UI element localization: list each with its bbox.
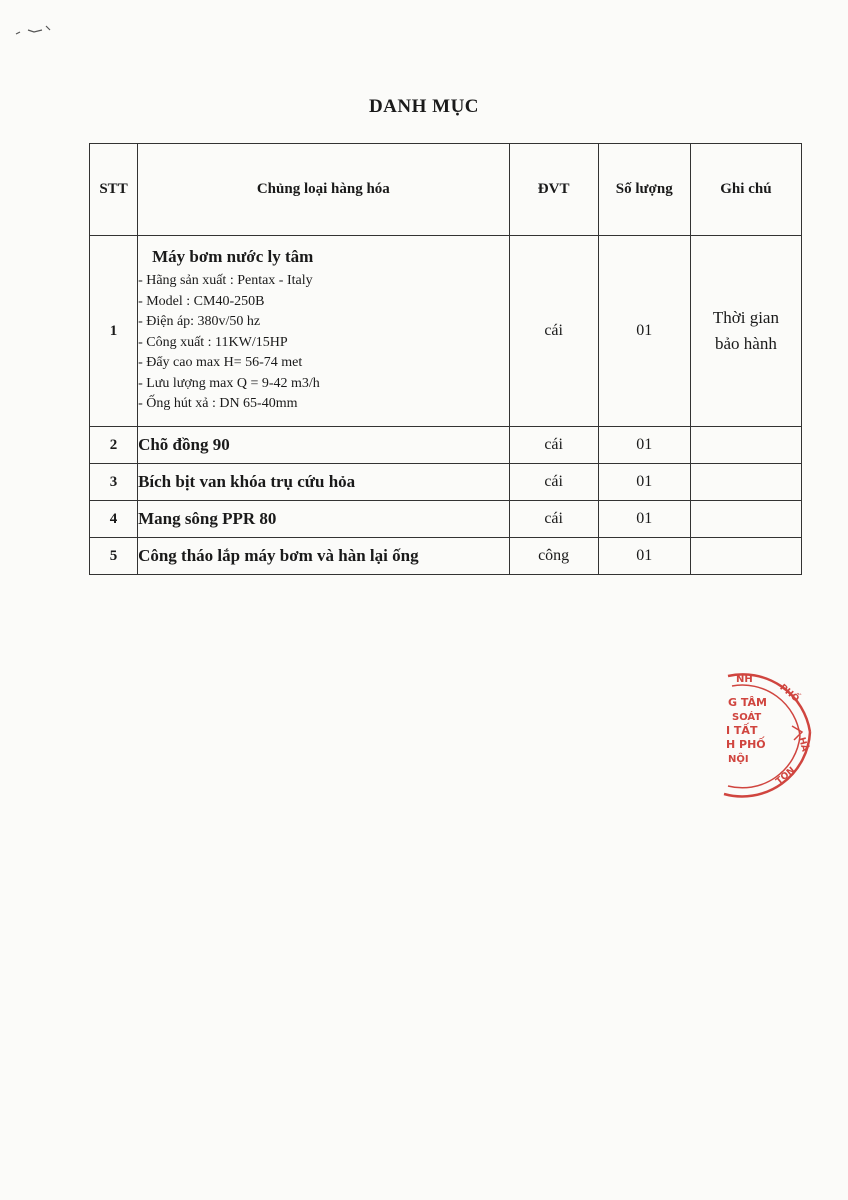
spec-line: - Công xuất : 11KW/15HP (138, 334, 288, 350)
corner-pen-mark (14, 18, 64, 42)
red-seal-stamp (722, 662, 814, 802)
table-row (90, 538, 802, 575)
row-quantity: 01 (598, 501, 690, 538)
document-title: DANH MỤC (368, 96, 480, 117)
table-row (90, 501, 802, 538)
spec-line: - Hãng sản xuất : Pentax - Italy (138, 273, 313, 289)
spec-line: - Model : CM40-250B (138, 293, 265, 309)
stamp-text: NỘI (728, 754, 749, 765)
stamp-text: TÔN (774, 765, 798, 787)
row-quantity: 01 (598, 427, 690, 464)
row-note (690, 427, 801, 464)
row-quantity: 01 (598, 464, 690, 501)
note-line: bảo hành (714, 334, 777, 353)
spec-line: - Đẩy cao max H= 56-74 met (138, 355, 303, 371)
row-stt: 5 (90, 538, 138, 575)
row-stt: 1 (90, 236, 138, 427)
row-note (690, 501, 801, 538)
row-note (690, 236, 801, 427)
row-note (690, 464, 801, 501)
row-quantity: 01 (598, 538, 690, 575)
header-note: Ghi chú (690, 144, 801, 236)
row-goods-name: Mang sông PPR 80 (138, 501, 510, 538)
table-header-row (90, 144, 802, 236)
stamp-text: PHỐ (777, 682, 801, 705)
stamp-text: SOÁT (732, 712, 762, 723)
stamp-text: HÀ (796, 736, 810, 753)
row-quantity: 01 (598, 236, 690, 427)
row-stt: 2 (90, 427, 138, 464)
row-goods-cell (138, 236, 510, 427)
row-unit: cái (509, 501, 598, 538)
row-unit: cái (509, 427, 598, 464)
row-note (690, 538, 801, 575)
table-row (90, 236, 802, 427)
header-goods-type: Chủng loại hàng hóa (138, 144, 510, 236)
stamp-text: I TẤT (726, 724, 758, 737)
table-row (90, 464, 802, 501)
spec-line: - Điện áp: 380v/50 hz (138, 314, 261, 330)
row-goods-name: Công tháo lắp máy bơm và hàn lại ống (138, 538, 510, 575)
row-unit: cái (509, 464, 598, 501)
header-quantity: Số lượng (598, 144, 690, 236)
goods-catalog-table (89, 143, 802, 575)
header-stt: STT (90, 144, 138, 236)
row-goods-name: Bích bịt van khóa trụ cứu hỏa (138, 464, 510, 501)
row-stt: 3 (90, 464, 138, 501)
spec-line: - Lưu lượng max Q = 9-42 m3/h (138, 375, 320, 391)
spec-line: - Ống hút xả : DN 65-40mm (138, 396, 298, 412)
stamp-text: NH (736, 674, 753, 685)
note-line: Thời gian (712, 308, 779, 327)
table-row (90, 427, 802, 464)
row-stt: 4 (90, 501, 138, 538)
row-goods-name: Chõ đồng 90 (138, 427, 510, 464)
row-unit: công (509, 538, 598, 575)
header-unit: ĐVT (509, 144, 598, 236)
row-goods-name: Máy bơm nước ly tâm (152, 247, 314, 267)
stamp-text: G TÂM (728, 696, 767, 709)
row-unit: cái (509, 236, 598, 427)
stamp-text: H PHỐ (726, 738, 766, 751)
